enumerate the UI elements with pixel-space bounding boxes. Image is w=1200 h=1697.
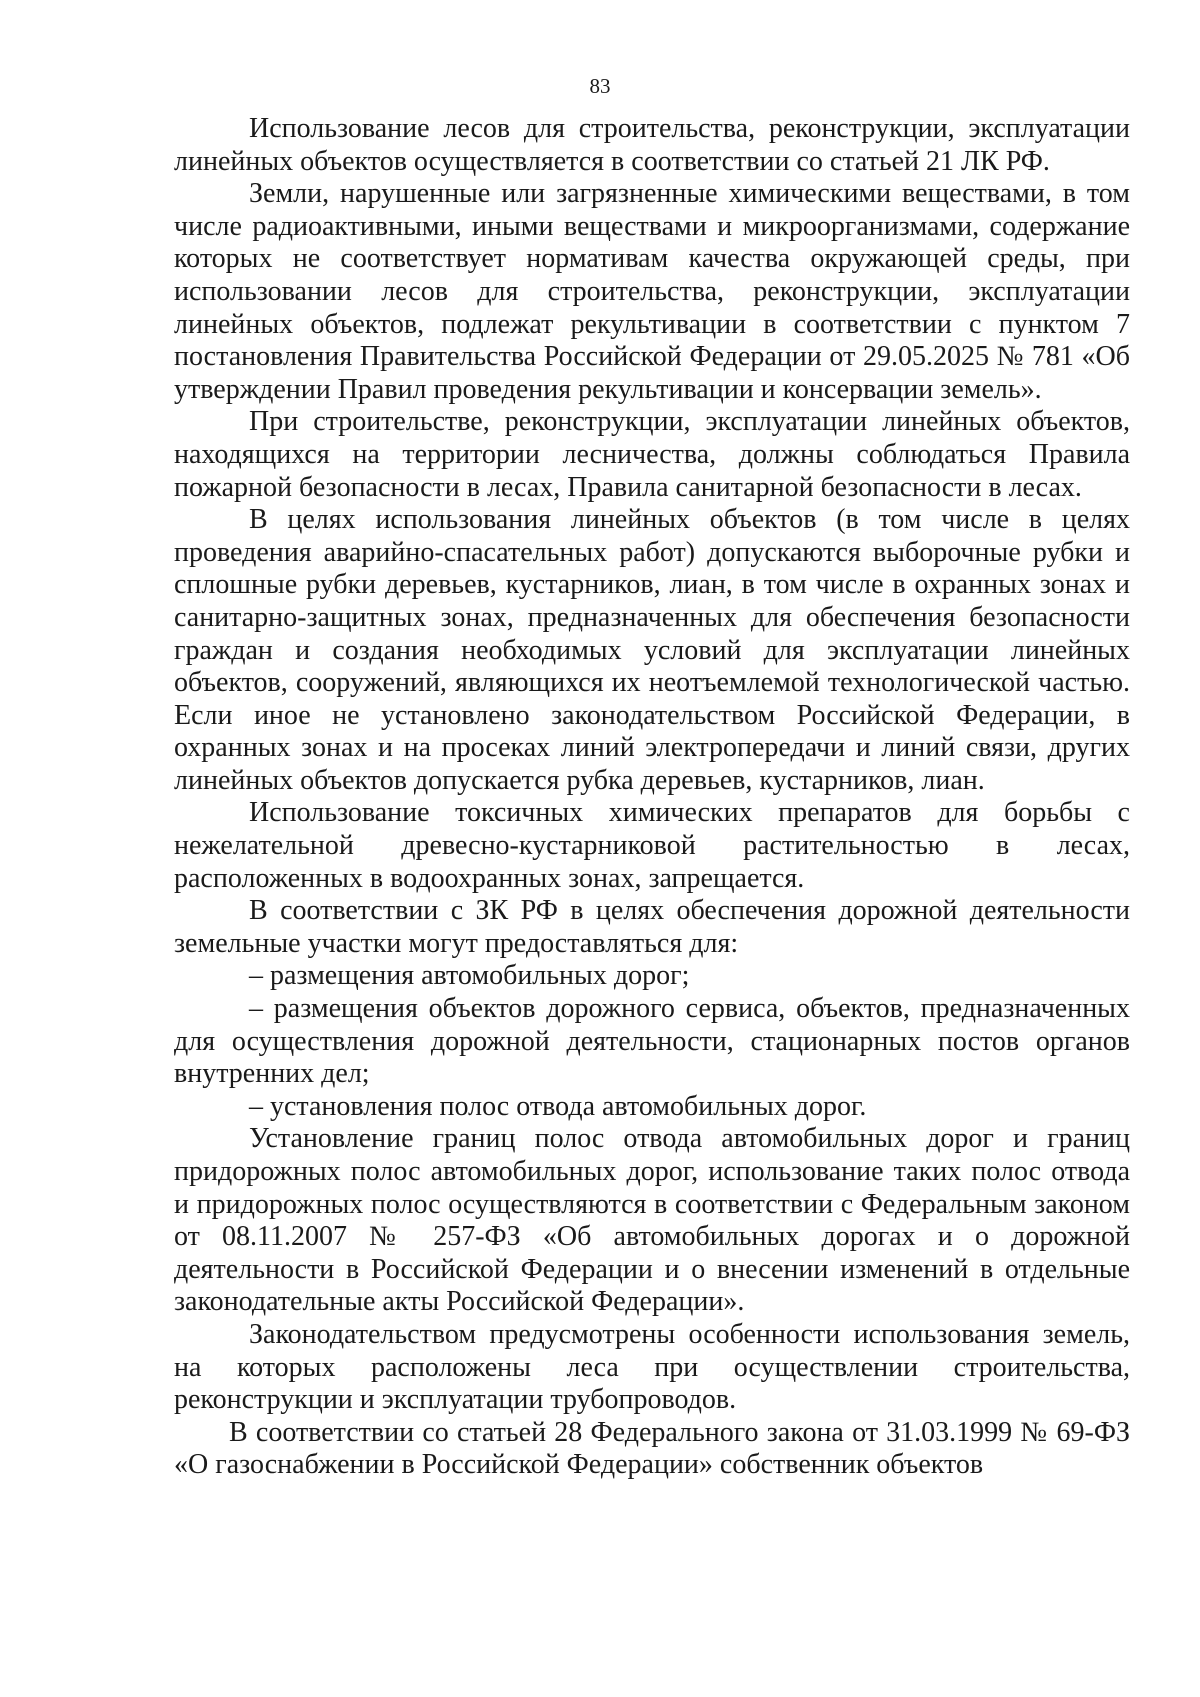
paragraph: Установление границ полос отвода автомобильных дорог и границ придорожных полос автомобильных дорог, использование таких полос отвода и придорожных полос осуществляются в соответствии с Федеральным законом от 08.11.2007 № 257-ФЗ «Об автомобильных дорогах и о дорожной деятельности в Российской Федерации и о внесении изменений в отдельные законодательные акты Российской Федерации». xyxy=(174,1123,1130,1318)
list-item: – размещения автомобильных дорог; xyxy=(249,960,690,992)
list-item: – установления полос отвода автомобильных дорог. xyxy=(249,1090,867,1122)
paragraph: Использование токсичных химических препаратов для борьбы с нежелательной древесно-кустарниковой растительностью в лесах, расположенных в водоохранных зонах, запрещается. xyxy=(174,797,1130,894)
paragraph: При строительстве, реконструкции, эксплуатации линейных объектов, находящихся на территории лесничества, должны соблюдаться Правила пожарной безопасности в лесах, Правила санитарной безопасности в лесах. xyxy=(174,406,1130,503)
paragraph: В целях использования линейных объектов (в том числе в целях проведения аварийно-спасательных работ) допускаются выборочные рубки и сплошные рубки деревьев, кустарников, лиан, в том числе в охранных зонах и санитарно-защитных зонах, предназначенных для обеспечения безопасности граждан и создания необходимых условий для эксплуатации линейных объектов, сооружений, являющихся их неотъемлемой технологической частью. Если иное не установлено законодательством Российской Федерации, в охранных зонах и на просеках линий электропередачи и линий связи, других линейных объектов допускается рубка деревьев, кустарников, лиан. xyxy=(174,504,1130,796)
paragraph: В соответствии с ЗК РФ в целях обеспечения дорожной деятельности земельные участки могут предоставляться для: xyxy=(174,895,1130,959)
paragraph: Использование лесов для строительства, реконструкции, эксплуатации линейных объектов осуществляется в соответствии со статьей 21 ЛК РФ. xyxy=(174,113,1130,177)
list-item: – размещения объектов дорожного сервиса, объектов, предназначенных для осуществления дорожной деятельности, стационарных постов органов внутренних дел; xyxy=(174,993,1130,1090)
paragraph: Земли, нарушенные или загрязненные химическими веществами, в том числе радиоактивными, иными веществами и микроорганизмами, содержание которых не соответствует нормативам качества окружающей среды, при использовании лесов для строительства, реконструкции, эксплуатации линейных объектов, подлежат рекультивации в соответствии с пунктом 7 постановления Правительства Российской Федерации от 29.05.2025 № 781 «Об утверждении Правил проведения рекультивации и консервации земель». xyxy=(174,178,1130,405)
paragraph: Законодательством предусмотрены особенности использования земель, на которых расположены леса при осуществлении строительства, реконструкции и эксплуатации трубопроводов. xyxy=(174,1318,1130,1416)
document-body xyxy=(174,113,1130,1482)
paragraph: В соответствии со статьей 28 Федерального закона от 31.03.1999 № 69-ФЗ «О газоснабжении в Российской Федерации» собственник объектов xyxy=(174,1416,1130,1481)
page-number: 83 xyxy=(589,74,611,98)
